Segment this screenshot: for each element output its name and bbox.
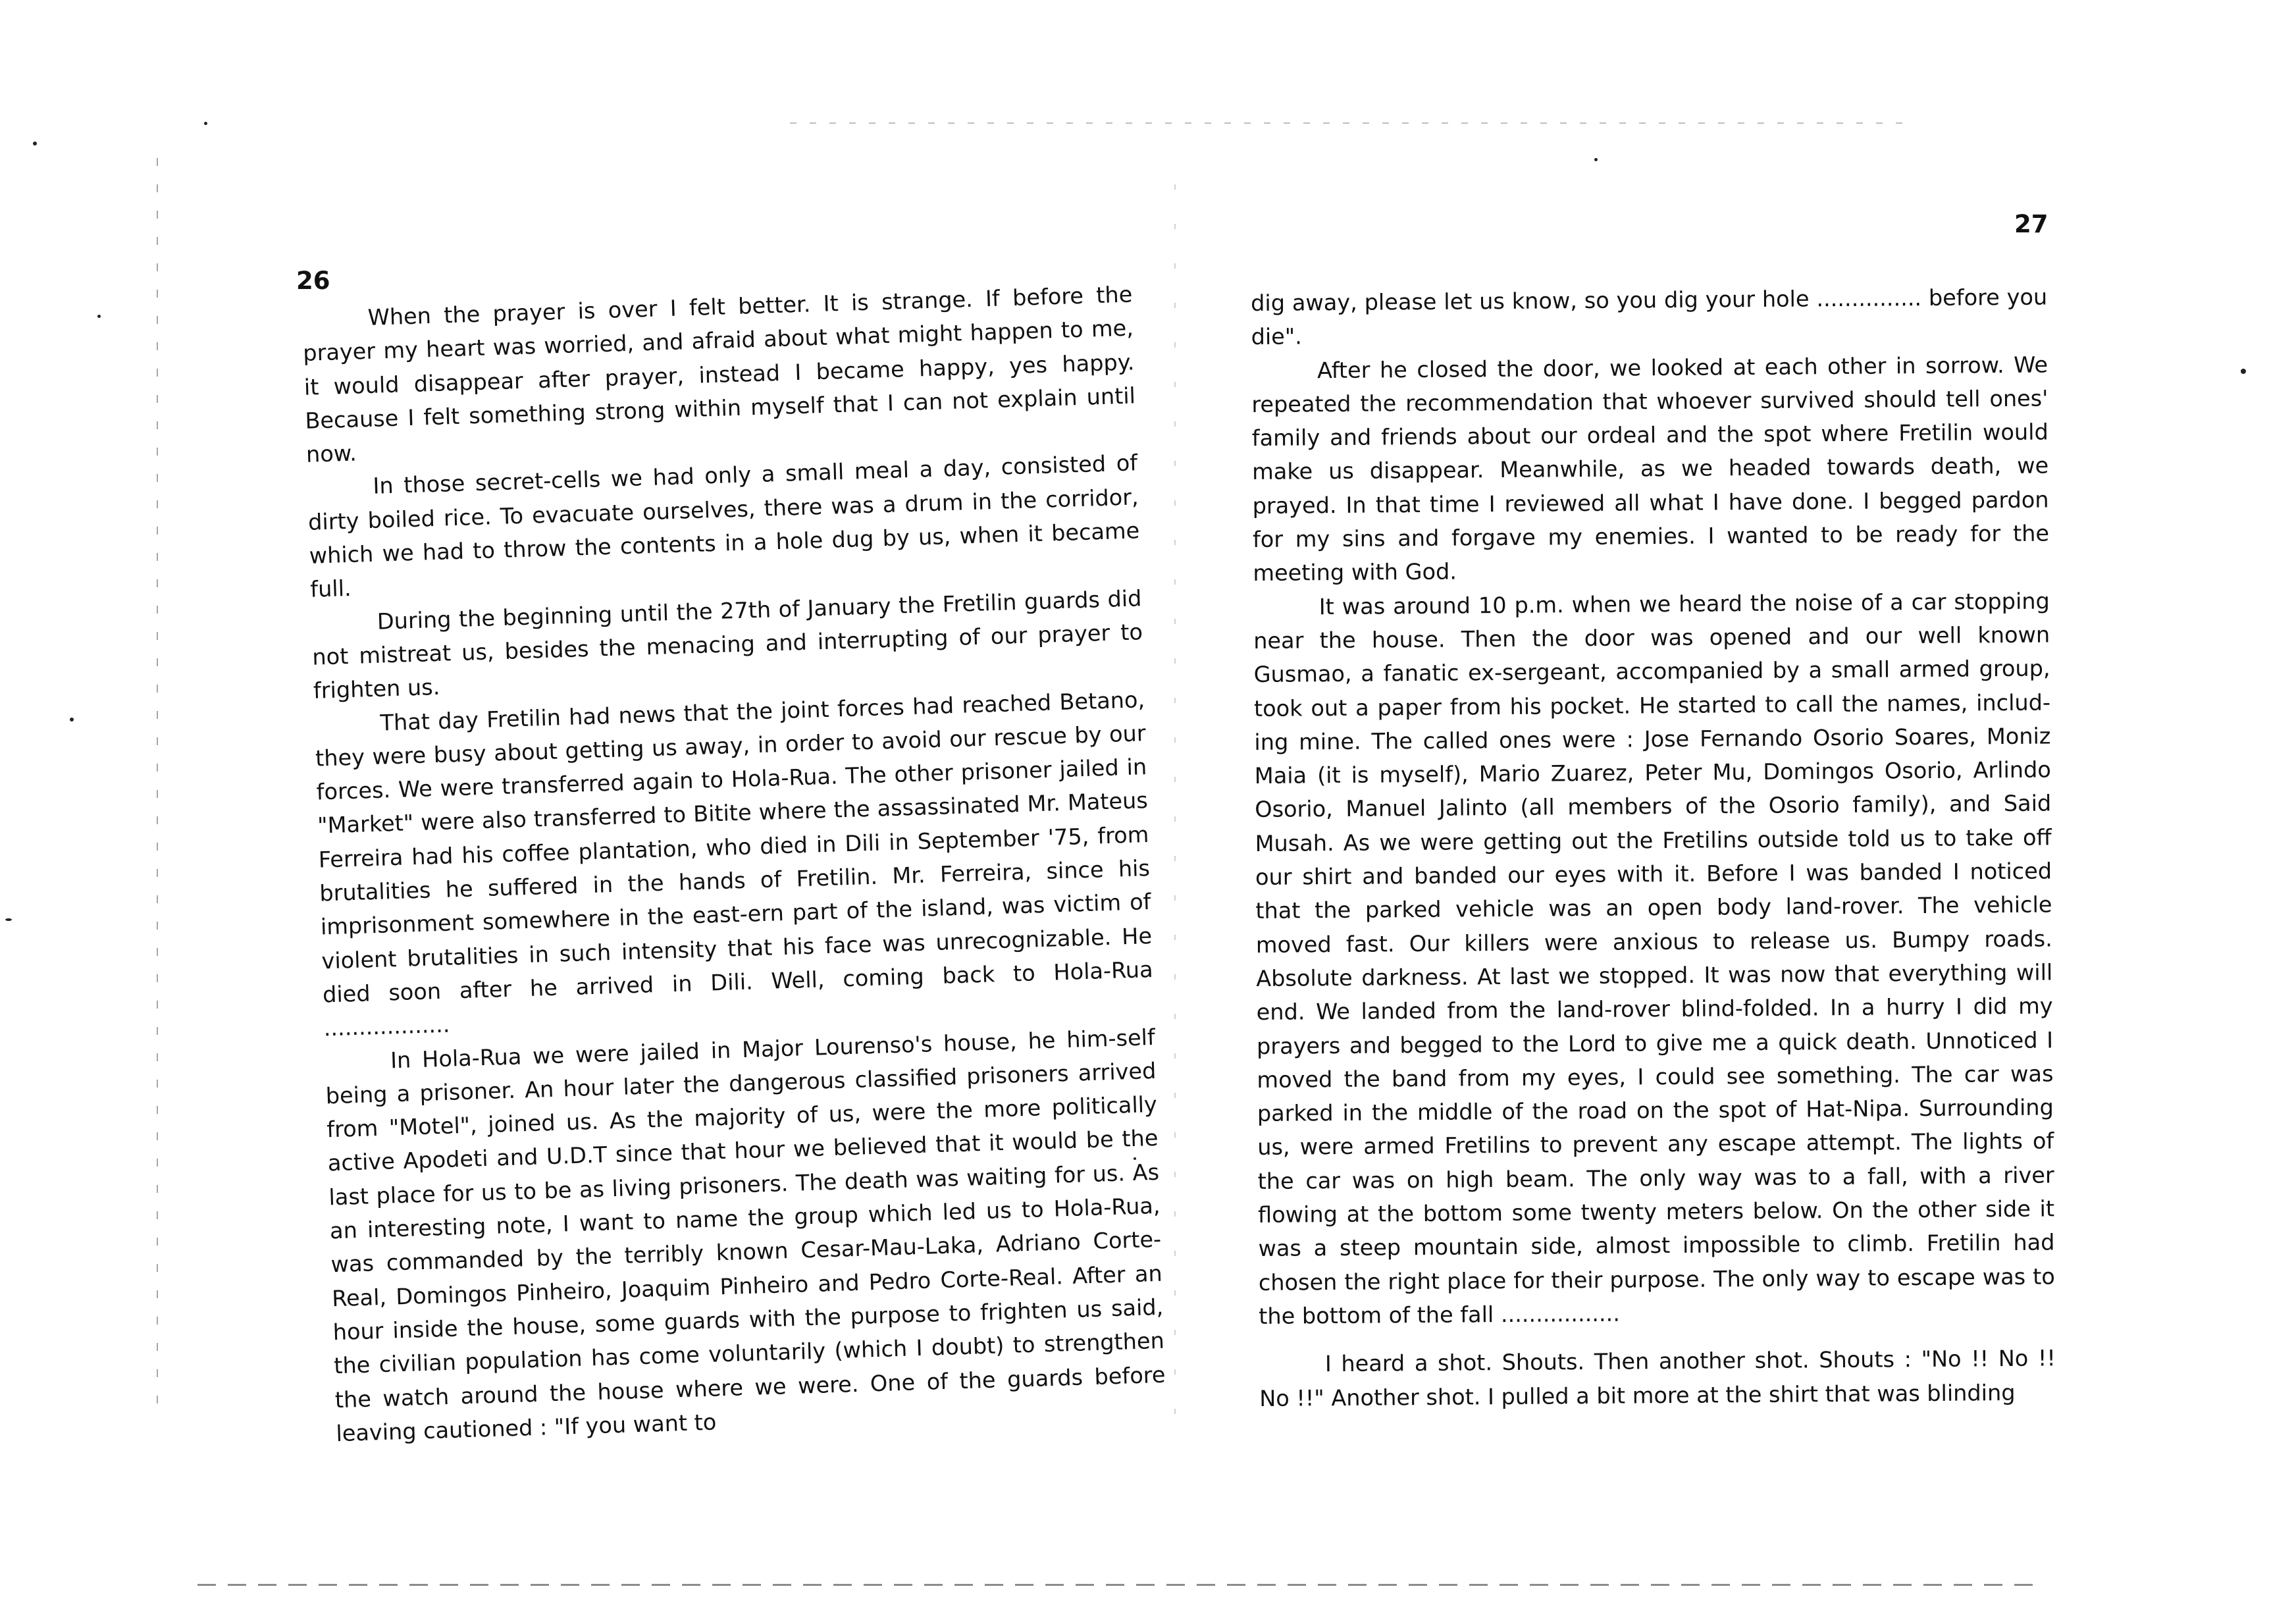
page-number: 26 bbox=[296, 267, 330, 295]
paragraph: I heard a shot. Shouts. Then another shot. Shouts : "No !! No !! No !!" Another shot. I pulled a bit more at the shirt that was blinding bbox=[1259, 1345, 2056, 1411]
paragraph: It was around 10 p.m. when we heard the noise of a car stopping near the house. Then the door was opened and our well known Gusmao, a fanatic ex-sergeant, accompanied by a small armed group, took out a paper from his pocket. He started to call the names, includ-ing mine. The called ones were : Jose Fernando Osorio Soares, Moniz Maia (it is myself), Mario Zuarez, Peter Mu, Domingos Osorio, Arlindo Osorio, Manuel Jalinto (all members of the Osorio family), and Said Musah. As we were getting out the Fretilins outside told us to take off our shirt and banded our eyes with it. Before I was banded I noticed that the parked vehicle was an open body land-rover. The vehicle moved fast. Our killers were anxious to release us. Bumpy roads. Absolute darkness. At last we stopped. It was now that everything will end. We landed from the land-rover blind-folded. In a hurry I did my prayers and begged to the Lord to give me a quick death. Unnoticed I moved the band from my eyes, I could see something. The car was parked in the middle of the road on the spot of Hat-Nipa. Surrounding us, were armed Fretilins to prevent any escape attempt. The lights of the car was on high beam. The only way was to a fall, with a river flowing at the bottom some twenty meters below. On the other side it was a steep mountain side, almost impossible to climb. Fretilin had chosen the right place for their purpose. The only way to escape was to the bottom of the fall ................. bbox=[1253, 588, 2055, 1329]
page-number: 27 bbox=[2014, 210, 2048, 238]
body-text bbox=[301, 277, 1167, 1450]
body-text bbox=[1251, 280, 2056, 1415]
paragraph: When the prayer is over I felt better. It is strange. If before the prayer my heart was worried, and afraid about what might happen to me, it would disappear after prayer, instead I became happy, yes happy. Because I felt something strong within myself that I can not explain until now. bbox=[302, 281, 1136, 468]
paragraph: That day Fretilin had news that the joint forces had reached Betano, they were busy about getting us away, in order to avoid our rescue by our forces. We were transferred again to Hola-Rua. The other prisoner jailed in "Market" were also transferred to Bitite where the assassinated Mr. Mateus Ferreira had his coffee plantation, who died in Dili in September '75, from brutalities he suffered in the hands of Fretilin. Mr. Ferreira, since his imprisonment somewhere in the east-ern part of the island, was victim of violent brutalities in such intensity that his face was unrecognizable. He died soon after he arrived in Dili. Well, coming back to Hola-Rua .................. bbox=[315, 686, 1154, 1041]
paragraph: dig away, please let us know, so you dig your hole ............... before you die". bbox=[1251, 284, 2048, 350]
paragraph: In Hola-Rua we were jailed in Major Lourenso's house, he him-self being a prisoner. An hour later the dangerous classified prisoners arrived from "Motel", joined us. As the majority of us, were the more politically active Apodeti and U.D.T since that hour we believed that it would be the last place for us to be as living prisoners. The death was waiting for us. As an interesting note, I want to name the group which led us to Hola-Rua, was commanded by the terribly known Cesar-Mau-Laka, Adriano Corte-Real, Domingos Pinheiro, Joaquim Pinheiro and Pedro Corte-Real. After an hour inside the house, some guards with the purpose to frighten us said, the civilian population has come voluntarily (which I doubt) to strengthen the watch around the house where we were. One of the guards before leaving cautioned : "If you want to bbox=[325, 1024, 1166, 1446]
paragraph: After he closed the door, we looked at each other in sorrow. We repeated the recommendation that whoever survived should tell ones' family and friends about our ordeal and the spot where Fretilin would make us disappear. Meanwhile, as we headed towards death, we prayed. In that time I reviewed all what I have done. I begged pardon for my sins and forgave my enemies. I wanted to be ready for the meeting with God. bbox=[1251, 352, 2050, 587]
right-page bbox=[1159, 0, 2296, 1601]
paragraph: In those secret-cells we had only a small meal a day, consisted of dirty boiled rice. To evacuate ourselves, there was a drum in the corridor, which we had to throw the contents in a hole dug by us, when it became full. bbox=[307, 450, 1140, 603]
paragraph: During the beginning until the 27th of January the Fretilin guards did not mistreat us, besides the menacing and interrupting of our prayer to frighten us. bbox=[311, 585, 1143, 704]
